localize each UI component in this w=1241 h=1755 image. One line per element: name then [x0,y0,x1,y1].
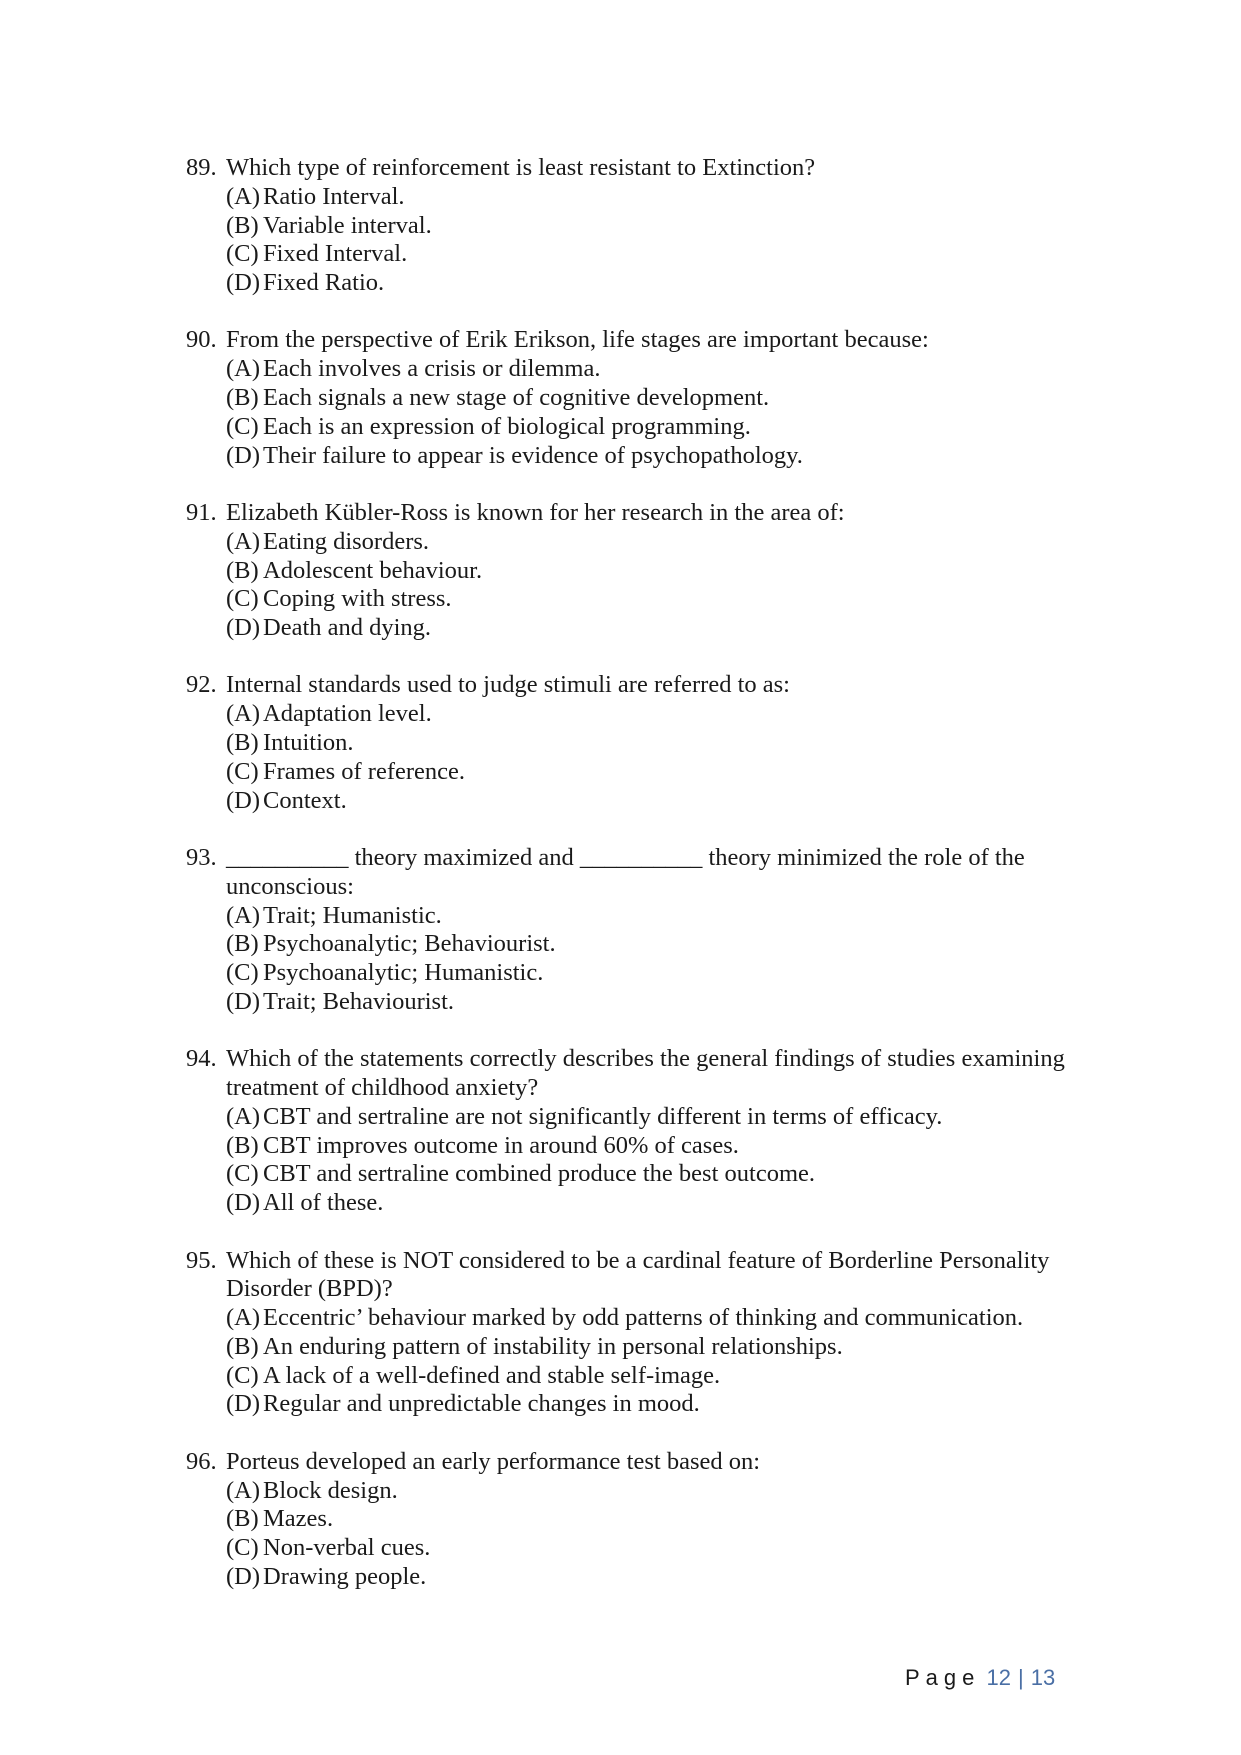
option-label: (B) [226,1505,259,1533]
option-label: (B) [226,211,259,239]
option-label: (A) [226,182,261,210]
option-text: Intuition. [263,729,354,757]
question-item [186,1045,1086,1218]
option-label: (A) [226,1476,261,1504]
question-stem [186,844,1086,902]
answer-option [226,1132,1086,1161]
answer-option [226,183,1086,212]
option-list [186,902,1086,1017]
question-text: Porteus developed an early performance test based on: [226,1447,761,1475]
question-text: __________ theory maximized and __________ theory minimized the role of the unconscious: [226,843,1025,900]
option-text: Each signals a new stage of cognitive development. [263,384,770,412]
option-label: (A) [226,1102,261,1130]
option-label: (A) [226,1304,261,1332]
question-stem [186,1247,1086,1305]
option-text: Death and dying. [263,614,432,642]
option-text: Block design. [263,1476,398,1504]
answer-option [226,557,1086,586]
answer-option [226,1477,1086,1506]
page-footer [905,1665,1055,1691]
option-label: (C) [226,412,259,440]
question-text: Which type of reinforcement is least resistant to Extinction? [226,154,816,181]
option-text: Adaptation level. [263,700,432,728]
option-label: (B) [226,930,259,958]
question-number: 91. [186,498,217,526]
question-text: Which of the statements correctly describes the general findings of studies examining treatment of childhood anxiety? [226,1045,1065,1102]
option-text: Context. [263,786,347,814]
option-label: (A) [226,355,261,383]
option-text: Psychoanalytic; Behaviourist. [263,930,556,958]
option-label: (B) [226,1332,259,1360]
option-label: (C) [226,240,259,268]
option-label: (C) [226,757,259,785]
option-list [186,1304,1086,1419]
page-separator: | [1018,1665,1024,1690]
answer-option [226,413,1086,442]
question-item [186,499,1086,643]
option-text: Psychoanalytic; Humanistic. [263,959,544,987]
answer-option [226,355,1086,384]
option-text: Regular and unpredictable changes in mood. [263,1390,700,1418]
answer-option [226,988,1086,1017]
option-label: (C) [226,959,259,987]
option-text: Each involves a crisis or dilemma. [263,355,601,383]
option-text: Adolescent behaviour. [263,556,483,584]
option-label: (D) [226,987,261,1015]
answer-option [226,384,1086,413]
question-item [186,671,1086,815]
option-label: (D) [226,441,261,469]
question-number: 94. [186,1045,217,1073]
option-list [186,355,1086,470]
page-word: Page [905,1665,981,1690]
option-text: Their failure to appear is evidence of psychopathology. [263,441,803,469]
option-text: CBT and sertraline combined produce the best outcome. [263,1160,816,1188]
question-item [186,154,1086,298]
option-list [186,528,1086,643]
question-item [186,326,1086,470]
question-number: 95. [186,1246,217,1274]
option-text: A lack of a well-defined and stable self-image. [263,1361,721,1389]
option-list [186,700,1086,815]
total-pages-number: 13 [1030,1665,1056,1690]
option-text: Each is an expression of biological programming. [263,412,751,440]
question-number: 89. [186,154,217,181]
question-text: Internal standards used to judge stimuli are referred to as: [226,671,790,699]
option-label: (A) [226,700,261,728]
question-stem [186,499,1086,528]
option-label: (C) [226,1160,259,1188]
option-text: Trait; Behaviourist. [263,987,455,1015]
question-list [186,154,1086,1620]
option-label: (A) [226,901,261,929]
option-label: (D) [226,269,261,297]
option-text: Variable interval. [263,211,432,239]
question-text: Which of these is NOT considered to be a cardinal feature of Borderline Personality Disorder (BPD)? [226,1246,1050,1303]
answer-option [226,1160,1086,1189]
current-page-number: 12 [986,1665,1011,1690]
answer-option [226,758,1086,787]
answer-option [226,1563,1086,1592]
option-text: Fixed Interval. [263,240,408,268]
option-list [186,183,1086,298]
option-label: (B) [226,1131,259,1159]
answer-option [226,240,1086,269]
answer-option [226,269,1086,298]
option-text: CBT improves outcome in around 60% of cases. [263,1131,739,1159]
answer-option [226,959,1086,988]
answer-option [226,1362,1086,1391]
question-text: From the perspective of Erik Erikson, life stages are important because: [226,326,929,354]
question-stem [186,154,1086,183]
answer-option [226,700,1086,729]
option-list [186,1477,1086,1592]
answer-option [226,212,1086,241]
question-stem [186,671,1086,700]
answer-option [226,1333,1086,1362]
option-label: (A) [226,527,261,555]
question-number: 93. [186,843,217,871]
option-text: Fixed Ratio. [263,269,385,297]
option-text: CBT and sertraline are not significantly different in terms of efficacy. [263,1102,943,1130]
answer-option [226,614,1086,643]
question-number: 96. [186,1447,217,1475]
question-number: 92. [186,671,217,699]
option-label: (D) [226,786,261,814]
answer-option [226,902,1086,931]
option-text: Ratio Interval. [263,182,405,210]
answer-option [226,1304,1086,1333]
option-label: (D) [226,614,261,642]
question-stem [186,1045,1086,1103]
option-text: Eating disorders. [263,527,430,555]
question-stem [186,1448,1086,1477]
option-text: An enduring pattern of instability in personal relationships. [263,1332,843,1360]
option-text: Non-verbal cues. [263,1534,431,1562]
answer-option [226,442,1086,471]
option-text: All of these. [263,1189,384,1217]
question-item [186,1448,1086,1592]
option-label: (B) [226,556,259,584]
answer-option [226,1189,1086,1218]
question-stem [186,326,1086,355]
question-text: Elizabeth Kübler-Ross is known for her research in the area of: [226,498,845,526]
answer-option [226,1390,1086,1419]
option-label: (B) [226,384,259,412]
option-text: Drawing people. [263,1562,427,1590]
answer-option [226,1505,1086,1534]
answer-option [226,729,1086,758]
option-label: (C) [226,1361,259,1389]
option-text: Trait; Humanistic. [263,901,442,929]
option-label: (D) [226,1390,261,1418]
option-label: (C) [226,1534,259,1562]
option-label: (B) [226,729,259,757]
question-number: 90. [186,326,217,354]
option-list [186,1103,1086,1218]
answer-option [226,1534,1086,1563]
option-label: (C) [226,585,259,613]
answer-option [226,528,1086,557]
answer-option [226,787,1086,816]
option-label: (D) [226,1189,261,1217]
answer-option [226,585,1086,614]
option-text: Eccentric’ behaviour marked by odd patterns of thinking and communication. [263,1304,1024,1332]
answer-option [226,930,1086,959]
option-text: Frames of reference. [263,757,466,785]
option-text: Mazes. [263,1505,334,1533]
question-item [186,1247,1086,1420]
answer-option [226,1103,1086,1132]
option-text: Coping with stress. [263,585,452,613]
option-label: (D) [226,1562,261,1590]
question-item [186,844,1086,1017]
